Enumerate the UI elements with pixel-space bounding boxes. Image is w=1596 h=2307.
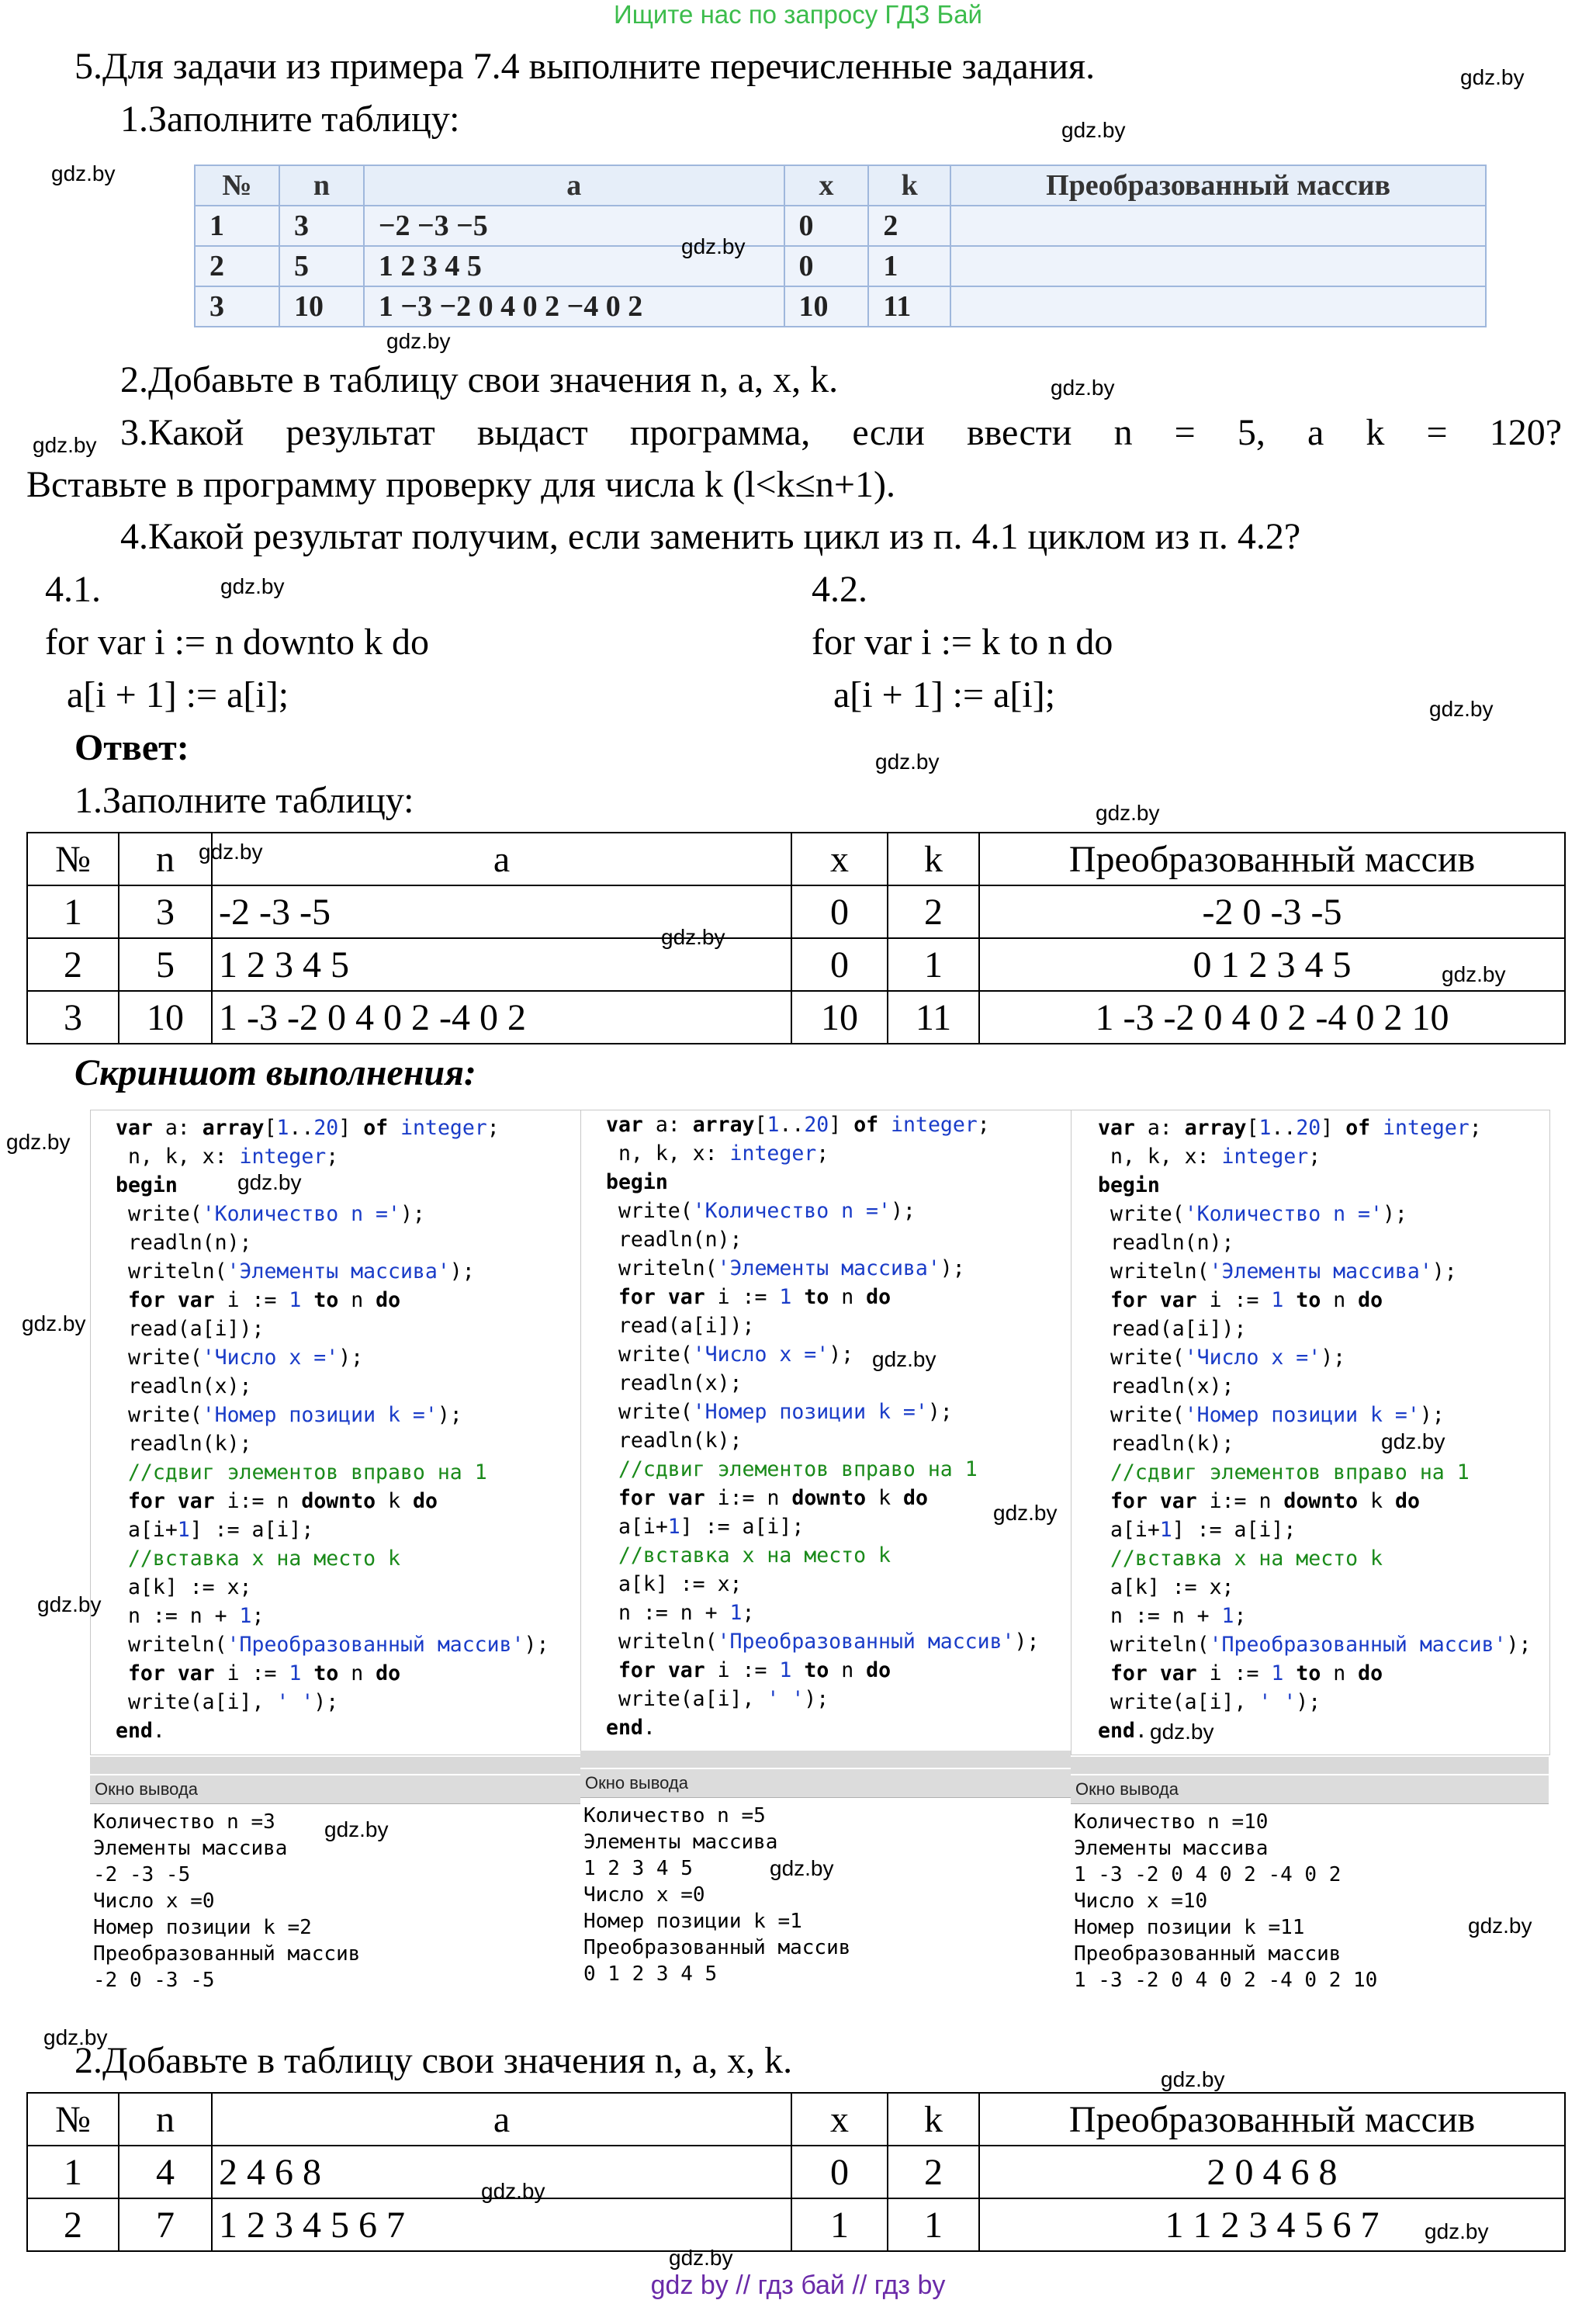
output-line: Преобразованный массив [583, 1936, 851, 1959]
table-cell: 2 [888, 2146, 979, 2198]
table-cell: 10 [791, 991, 888, 1044]
code-line: a[i+1] := a[i]; [606, 1515, 805, 1539]
table-cell: 0 [784, 206, 869, 246]
code-line: writeln('Преобразованный массив'); [116, 1633, 549, 1657]
code-line: n := n + 1; [606, 1601, 755, 1625]
table-header-cell: № [27, 833, 119, 885]
output-window-title: Окно вывода [90, 1775, 580, 1804]
table-cell: 1 −3 −2 0 4 0 2 −4 0 2 [364, 286, 784, 327]
table-cell: 0 [791, 885, 888, 938]
table-header-cell: k [888, 2093, 979, 2146]
output-line: Число x =0 [93, 1890, 215, 1913]
watermark: gdz.by [237, 1170, 302, 1194]
table-cell: 5 [119, 938, 212, 991]
table-cell: 0 [784, 246, 869, 286]
table-cell: −2 −3 −5 [364, 206, 784, 246]
table-cell: 1 1 2 3 4 5 6 7 [979, 2198, 1565, 2251]
table-header-cell: n [119, 833, 212, 885]
code-panel-1 [90, 1110, 582, 1755]
code-line: readln(k); [606, 1429, 743, 1453]
watermark: gdz.by [1460, 65, 1525, 89]
answer-label: Ответ: [74, 727, 189, 768]
output-line: 1 -3 -2 0 4 0 2 -4 0 2 10 [1074, 1969, 1378, 1992]
table-cell: 1 2 3 4 5 6 7 [212, 2198, 791, 2251]
table-cell: 1 2 3 4 5 [212, 938, 791, 991]
code-line: //вставка x на место k [127, 1547, 400, 1571]
code-line: for var i := 1 to n do [618, 1658, 891, 1682]
table-cell: 2 [868, 206, 950, 246]
output-window-1 [90, 1775, 580, 2011]
table-cell: 2 0 4 6 8 [979, 2146, 1565, 2198]
code-line: //вставка x на место k [1110, 1547, 1383, 1571]
code-line: n := n + 1; [116, 1604, 265, 1628]
table-header-cell: x [784, 165, 869, 206]
code-line: var a: array[1..20] of integer; [606, 1113, 990, 1137]
watermark: gdz.by [1161, 2067, 1225, 2091]
watermark: gdz.by [386, 329, 451, 353]
code-line: begin [1098, 1173, 1160, 1197]
table-cell: 10 [279, 286, 364, 327]
output-line: -2 -3 -5 [93, 1863, 191, 1886]
watermark: gdz.by [324, 1817, 389, 1841]
watermark: gdz.by [875, 750, 940, 774]
watermark: gdz.by [872, 1347, 936, 1371]
output-window-title: Окно вывода [580, 1769, 1071, 1798]
watermark: gdz.by [37, 1592, 102, 1616]
table-header-cell: Преобразованный массив [950, 165, 1486, 206]
code-line: write('Количество n ='); [606, 1199, 916, 1223]
code-line: n, k, x: integer; [1098, 1145, 1321, 1169]
table-cell: 0 1 2 3 4 5 [979, 938, 1565, 991]
code-line: for var i := 1 to n do [618, 1285, 891, 1309]
watermark: gdz.by [481, 2179, 545, 2203]
output-line: Количество n =5 [583, 1804, 766, 1827]
table-cell: -2 0 -3 -5 [979, 885, 1565, 938]
code-4-1-label: 4.1. [45, 569, 101, 610]
code-4-2-label: 4.2. [812, 569, 867, 610]
code-line: writeln('Преобразованный массив'); [606, 1630, 1040, 1654]
table-header-cell: a [212, 833, 791, 885]
task-q1: 1.Заполните таблицу: [120, 99, 460, 140]
output-window-3 [1071, 1775, 1549, 2011]
table-row [27, 938, 1565, 991]
top-banner[interactable]: Ищите нас по запросу ГДЗ Бай [614, 0, 982, 29]
table-row [195, 206, 1486, 246]
output-line: Количество n =3 [93, 1810, 275, 1834]
screenshot-label: Скриншот выполнения: [74, 1052, 476, 1093]
code-line: var a: array[1..20] of integer; [116, 1116, 500, 1140]
code-line: read(a[i]); [116, 1317, 265, 1341]
code-line: a[k] := x; [606, 1572, 743, 1596]
table-row [195, 246, 1486, 286]
table-header-cell: n [279, 165, 364, 206]
table-cell [950, 246, 1486, 286]
code-line: readln(n); [116, 1231, 252, 1255]
table-cell: 11 [868, 286, 950, 327]
task-q4: 4.Какой результат получим, если заменить цикл из п. 4.1 циклом из п. 4.2? [120, 516, 1301, 557]
code-line: end. [116, 1719, 165, 1743]
watermark: gdz.by [1051, 376, 1115, 400]
table-cell: 3 [279, 206, 364, 246]
code-4-2-line1: for var i := k to n do [812, 622, 1113, 663]
table-cell: 0 [791, 938, 888, 991]
table-row [27, 885, 1565, 938]
output-line: Число x =0 [583, 1883, 705, 1907]
watermark: gdz.by [770, 1856, 834, 1880]
watermark: gdz.by [33, 433, 97, 457]
watermark: gdz.by [22, 1311, 86, 1335]
code-4-1-line1: for var i := n downto k do [45, 622, 429, 663]
watermark: gdz.by [199, 840, 263, 864]
table-cell: 1 [888, 2198, 979, 2251]
watermark: gdz.by [1381, 1429, 1445, 1453]
table-cell: 5 [279, 246, 364, 286]
table-row [27, 2146, 1565, 2198]
code-line: readln(n); [606, 1228, 743, 1252]
output-window-2 [580, 1769, 1071, 2011]
code-line: for var i:= n downto k do [618, 1486, 928, 1510]
table-cell: 2 [195, 246, 279, 286]
code-line: //сдвиг элементов вправо на 1 [127, 1460, 487, 1484]
table-cell: 11 [888, 991, 979, 1044]
table-cell: 10 [119, 991, 212, 1044]
code-line: write('Номер позиции k ='); [1098, 1403, 1445, 1427]
table-cell: 2 4 6 8 [212, 2146, 791, 2198]
code-line: readln(k); [116, 1432, 252, 1456]
output-line: 1 -3 -2 0 4 0 2 -4 0 2 [1074, 1863, 1342, 1886]
code-line: writeln('Элементы массива'); [1098, 1259, 1457, 1283]
table-cell: 1 [27, 885, 119, 938]
output-line: Номер позиции k =1 [583, 1910, 802, 1933]
table-cell: 1 [888, 938, 979, 991]
watermark: gdz.by [1468, 1914, 1532, 1938]
task-q3-line1: 3.Какой результат выдаст программа, если ввести n = 5, а k = 120? [120, 412, 1562, 453]
answer-q2: 2.Добавьте в таблицу свои значения n, a, x, k. [74, 2040, 793, 2081]
code-line: write('Число x ='); [1098, 1346, 1346, 1370]
table-cell: 0 [791, 2146, 888, 2198]
code-line: //вставка x на место k [618, 1543, 891, 1567]
output-line: 1 2 3 4 5 [583, 1857, 693, 1880]
code-line: writeln('Преобразованный массив'); [1098, 1633, 1532, 1657]
table-header-cell: n [119, 2093, 212, 2146]
watermark: gdz.by [661, 925, 725, 949]
task-q3-line2: Вставьте в программу проверку для числа k (l<k≤n+1). [26, 464, 895, 505]
code-line: begin [606, 1170, 668, 1194]
table-cell: 1 [27, 2146, 119, 2198]
code-line: readln(x); [116, 1374, 252, 1398]
code-line: for var i:= n downto k do [1110, 1489, 1420, 1513]
watermark: gdz.by [43, 2025, 108, 2049]
table-cell: 1 [791, 2198, 888, 2251]
output-line: -2 0 -3 -5 [93, 1969, 215, 1992]
table-row [195, 286, 1486, 327]
output-line: Число x =10 [1074, 1890, 1208, 1913]
output-line: 0 1 2 3 4 5 [583, 1962, 718, 1986]
code-line: readln(k); [1098, 1432, 1234, 1456]
table-header-cell: № [195, 165, 279, 206]
output-line: Элементы массива [583, 1831, 778, 1854]
code-line: write('Количество n ='); [1098, 1202, 1407, 1226]
table-cell [950, 286, 1486, 327]
code-line: write('Число x ='); [606, 1342, 854, 1367]
answer-table-2 [26, 2092, 1566, 2252]
code-line: //сдвиг элементов вправо на 1 [1110, 1460, 1470, 1484]
output-line: Преобразованный массив [93, 1942, 361, 1966]
scrollbar-2[interactable] [580, 1751, 1071, 1768]
code-line: writeln('Элементы массива'); [116, 1259, 475, 1283]
table-header-cell: k [868, 165, 950, 206]
table-row [27, 991, 1565, 1044]
scrollbar-1[interactable] [90, 1757, 580, 1774]
watermark: gdz.by [993, 1501, 1058, 1525]
code-line: write('Номер позиции k ='); [116, 1403, 462, 1427]
code-line: begin [116, 1173, 178, 1197]
table-cell [950, 206, 1486, 246]
output-line: Количество n =10 [1074, 1810, 1269, 1834]
task-q2: 2.Добавьте в таблицу свои значения n, a, x, k. [120, 359, 839, 400]
table-cell: 3 [195, 286, 279, 327]
code-line: readln(x); [606, 1371, 743, 1395]
output-line: Номер позиции k =2 [93, 1916, 312, 1939]
code-line: a[k] := x; [1098, 1575, 1234, 1599]
task-title: 5.Для задачи из примера 7.4 выполните перечисленные задания. [74, 46, 1096, 87]
code-line: for var i:= n downto k do [127, 1489, 438, 1513]
code-4-2-line2: a[i + 1] := a[i]; [833, 674, 1056, 715]
code-line: n := n + 1; [1098, 1604, 1247, 1628]
table-header-cell: x [791, 2093, 888, 2146]
watermark: gdz.by [669, 2246, 733, 2270]
output-line: Элементы массива [93, 1837, 288, 1860]
code-line: for var i := 1 to n do [127, 1288, 401, 1312]
answer-q1: 1.Заполните таблицу: [74, 780, 414, 821]
watermark: gdz.by [1096, 801, 1160, 825]
code-line: for var i := 1 to n do [1110, 1661, 1383, 1685]
watermark: gdz.by [1425, 2219, 1489, 2243]
code-line: a[i+1] := a[i]; [1098, 1518, 1297, 1542]
code-line: write(a[i], ' '); [116, 1690, 339, 1714]
code-line: read(a[i]); [1098, 1317, 1247, 1341]
table-cell: 2 [888, 885, 979, 938]
watermark: gdz.by [6, 1130, 71, 1154]
watermark: gdz.by [220, 574, 285, 598]
output-line: Преобразованный массив [1074, 1942, 1342, 1966]
code-line: read(a[i]); [606, 1314, 755, 1338]
code-line: writeln('Элементы массива'); [606, 1256, 965, 1280]
table-header-cell: a [364, 165, 784, 206]
output-line: Номер позиции k =11 [1074, 1916, 1305, 1939]
scrollbar-3[interactable] [1071, 1757, 1549, 1774]
code-line: //сдвиг элементов вправо на 1 [618, 1457, 978, 1481]
table-cell: 1 [868, 246, 950, 286]
table-cell: 4 [119, 2146, 212, 2198]
table-header-cell: k [888, 833, 979, 885]
code-line: write('Количество n ='); [116, 1202, 425, 1226]
output-window-title: Окно вывода [1071, 1775, 1549, 1804]
table-cell: 2 [27, 2198, 119, 2251]
code-panel-3 [1071, 1110, 1550, 1755]
watermark: gdz.by [681, 234, 746, 258]
table-cell: 1 [195, 206, 279, 246]
watermark: gdz.by [1061, 118, 1126, 142]
code-line: readln(x); [1098, 1374, 1234, 1398]
table-header-cell: x [791, 833, 888, 885]
code-line: write('Число x ='); [116, 1346, 364, 1370]
output-line: Элементы массива [1074, 1837, 1269, 1860]
table-header-cell: № [27, 2093, 119, 2146]
code-line: write(a[i], ' '); [1098, 1690, 1321, 1714]
table-cell: 3 [27, 991, 119, 1044]
table-header-cell: a [212, 2093, 791, 2146]
table-header-cell: Преобразованный массив [979, 833, 1565, 885]
table-cell: 3 [119, 885, 212, 938]
table-cell: -2 -3 -5 [212, 885, 791, 938]
code-line: n, k, x: integer; [606, 1141, 829, 1166]
code-line: readln(n); [1098, 1231, 1234, 1255]
watermark: gdz.by [51, 161, 116, 185]
code-4-1-line2: a[i + 1] := a[i]; [67, 674, 289, 715]
code-line: write('Номер позиции k ='); [606, 1400, 953, 1424]
code-line: end. [606, 1716, 656, 1740]
code-line: a[k] := x; [116, 1575, 252, 1599]
code-line: write(a[i], ' '); [606, 1687, 829, 1711]
table-cell: 1 -3 -2 0 4 0 2 -4 0 2 10 [979, 991, 1565, 1044]
book-table [194, 165, 1487, 327]
code-line: var a: array[1..20] of integer; [1098, 1116, 1482, 1140]
table-cell: 1 -3 -2 0 4 0 2 -4 0 2 [212, 991, 791, 1044]
watermark: gdz.by [1150, 1720, 1214, 1744]
code-line: a[i+1] := a[i]; [116, 1518, 314, 1542]
code-line: for var i := 1 to n do [127, 1661, 401, 1685]
watermark: gdz.by [1429, 697, 1494, 721]
table-cell: 7 [119, 2198, 212, 2251]
code-line: n, k, x: integer; [116, 1145, 339, 1169]
watermark: gdz.by [1442, 962, 1506, 986]
table-header-cell: Преобразованный массив [979, 2093, 1565, 2146]
code-panel-2 [580, 1110, 1072, 1755]
code-line: end. [1098, 1719, 1148, 1743]
footer-links[interactable]: gdz by // гдз бай // гдз by [650, 2271, 946, 2300]
table-row [27, 2198, 1565, 2251]
table-cell: 1 2 3 4 5 [364, 246, 784, 286]
table-cell: 2 [27, 938, 119, 991]
table-cell: 10 [784, 286, 869, 327]
code-line: for var i := 1 to n do [1110, 1288, 1383, 1312]
